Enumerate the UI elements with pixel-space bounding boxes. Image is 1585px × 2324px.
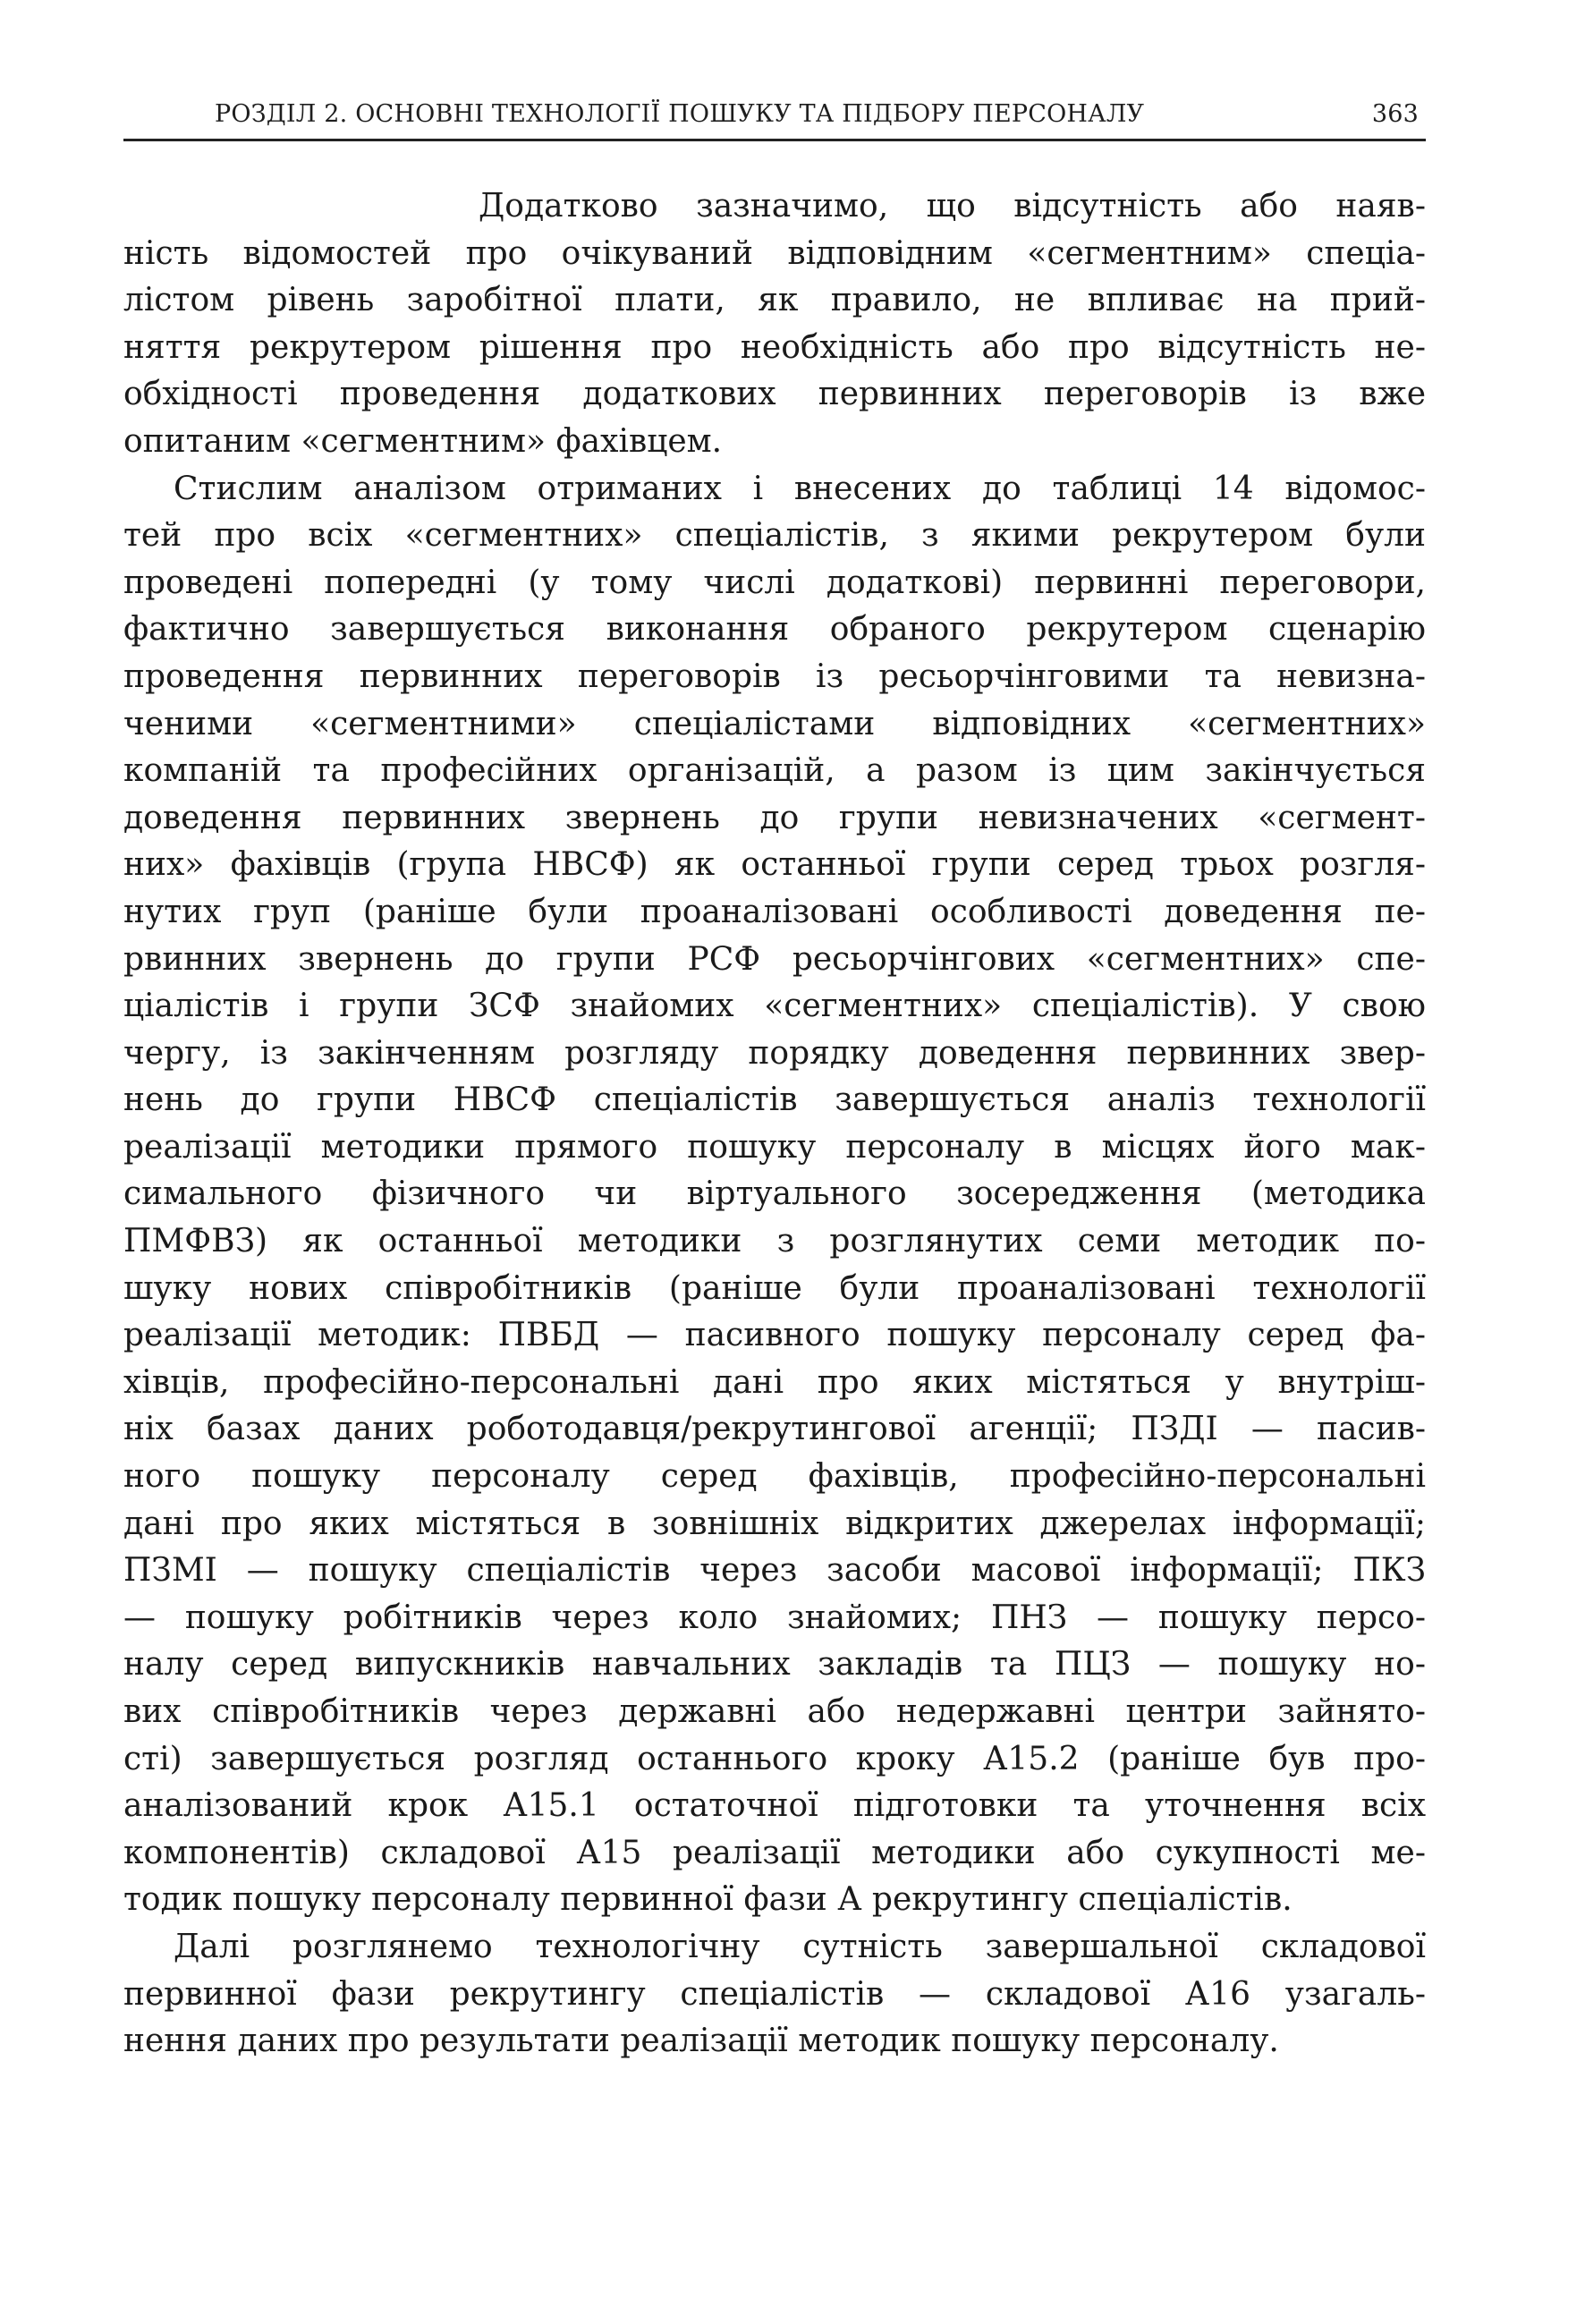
page-number: 363 (1371, 100, 1419, 128)
text-line: ніх базах даних роботодавця/рекрутингової агенції; ПЗДІ — пасив- (123, 1411, 1426, 1448)
text-line: хівців, професійно-персональні дані про яких містяться у внутріш- (123, 1363, 1426, 1401)
text-line: вих співробітників через державні або недержавні центри зайнято- (123, 1693, 1426, 1730)
text-line: — пошуку робітників через коло знайомих; ПНЗ — пошуку персо- (123, 1599, 1426, 1636)
text-line: нутих груп (раніше були проаналізовані особливості доведення пе- (123, 893, 1426, 930)
text-line: Стислим аналізом отриманих і внесених до таблиці 14 відомос- (174, 470, 1426, 507)
text-line: симального фізичного чи віртуального зосередження (методика (123, 1175, 1426, 1213)
text-line: ного пошуку персоналу серед фахівців, професійно-персональні (123, 1458, 1426, 1496)
text-line: фактично завершується виконання обраного рекрутером сценарію (123, 611, 1426, 649)
text-line: няття рекрутером рішення про необхідність або про відсутність не- (123, 328, 1426, 366)
text-line: нення даних про результати реалізації методик пошуку персоналу. (123, 2023, 1279, 2060)
text-line: рвинних звернень до групи РСФ ресьорчінгових «сегментних» спе- (123, 940, 1426, 978)
text-line: доведення первинних звернень до групи невизначених «сегмент- (123, 799, 1426, 836)
text-line: реалізації методик: ПВБД — пасивного пошуку персоналу серед фа- (123, 1317, 1426, 1354)
chapter-title: РОЗДІЛ 2. ОСНОВНІ ТЕХНОЛОГІЇ ПОШУКУ ТА ПІДБОРУ ПЕРСОНАЛУ (215, 100, 1145, 128)
paragraph-3 (123, 1924, 1426, 2065)
text-line: аналізований крок А15.1 остаточної підготовки та уточнення всіх (123, 1787, 1426, 1825)
text-line: компаній та професійних організацій, а разом із цим закінчується (123, 752, 1426, 790)
text-line: Додатково зазначимо, що відсутність або наяв- (479, 188, 1426, 225)
text-line: ченими «сегментними» спеціалістами відповідних «сегментних» (123, 705, 1426, 742)
text-line: Далі розглянемо технологічну сутність завершальної складової (174, 1928, 1426, 1965)
text-line: шуку нових співробітників (раніше були проаналізовані технології (123, 1269, 1426, 1307)
running-head (123, 93, 1426, 140)
text-line: ціалістів і групи ЗСФ знайомих «сегментних» спеціалістів). У свою (123, 988, 1426, 1025)
text-line: сті) завершується розгляд останнього кроку А15.2 (раніше був про- (123, 1740, 1426, 1777)
text-line: компонентів) складової А15 реалізації методики або сукупності ме- (123, 1834, 1426, 1871)
paragraph-1 (123, 183, 1426, 466)
text-line: лістом рівень заробітної плати, як правило, не впливає на прий- (123, 282, 1426, 319)
text-line: тей про всіх «сегментних» спеціалістів, з якими рекрутером були (123, 517, 1426, 555)
text-line: ПМФВЗ) як останньої методики з розглянутих семи методик по- (123, 1223, 1426, 1260)
text-line: ність відомостей про очікуваний відповідним «сегментним» спеціа- (123, 234, 1426, 272)
text-line: чергу, із закінченням розгляду порядку доведення первинних звер- (123, 1034, 1426, 1072)
body-text (123, 183, 1426, 2065)
paragraph-2 (123, 466, 1426, 1924)
text-line: обхідності проведення додаткових первинних переговорів із вже (123, 376, 1426, 413)
text-line: налу серед випускників навчальних закладів та ПЦЗ — пошуку но- (123, 1646, 1426, 1684)
text-line: ПЗМІ — пошуку спеціалістів через засоби масової інформації; ПКЗ (123, 1552, 1426, 1590)
header-divider (123, 139, 1426, 141)
text-line: первинної фази рекрутингу спеціалістів — складової А16 узагаль- (123, 1975, 1426, 2013)
text-line: проведення первинних переговорів із ресьорчінговими та невизна- (123, 657, 1426, 695)
text-line: проведені попередні (у тому числі додаткові) первинні переговори, (123, 564, 1426, 601)
text-line: опитаним «сегментним» фахівцем. (123, 422, 723, 460)
text-line: реалізації методики прямого пошуку персоналу в місцях його мак- (123, 1128, 1426, 1166)
text-line: нень до групи НВСФ спеціалістів завершується аналіз технології (123, 1081, 1426, 1119)
text-line: них» фахівців (група НВСФ) як останньої групи серед трьох розгля- (123, 846, 1426, 884)
text-line: тодик пошуку персоналу первинної фази А рекрутингу спеціалістів. (123, 1881, 1293, 1919)
text-line: дані про яких містяться в зовнішніх відкритих джерелах інформації; (123, 1505, 1426, 1542)
